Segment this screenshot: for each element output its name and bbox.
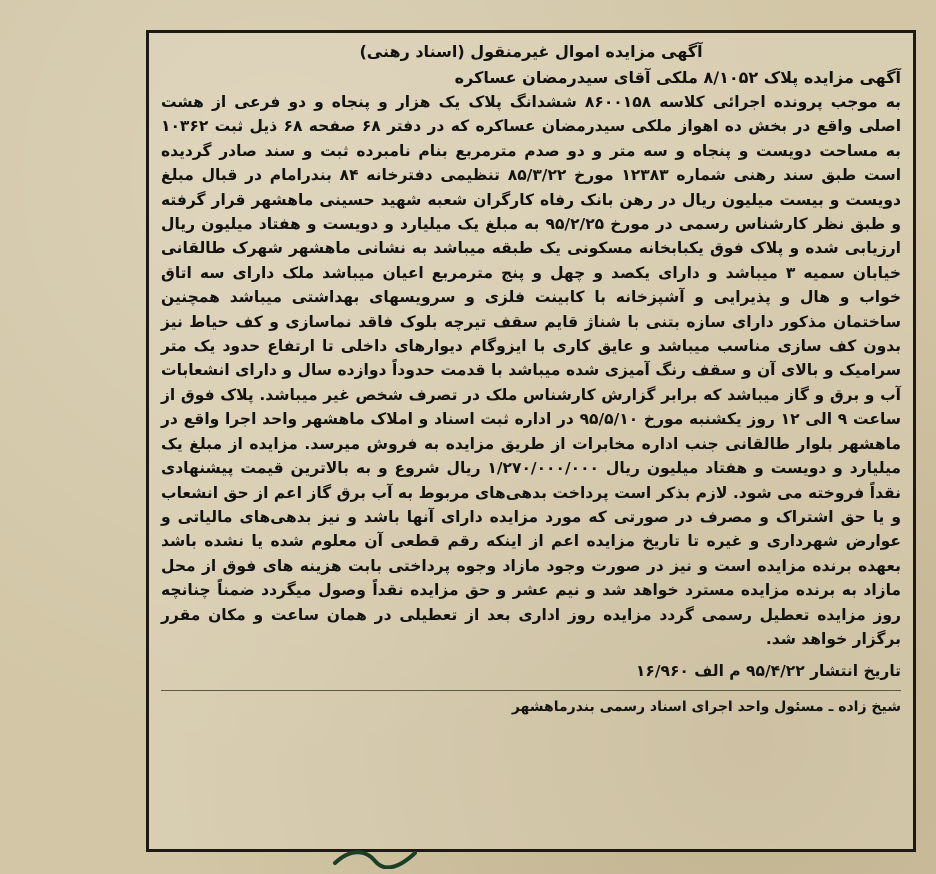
auction-notice-box	[146, 30, 916, 852]
signature-line: شیخ زاده ـ مسئول واحد اجرای اسناد رسمی بندرماهشهر	[511, 698, 901, 715]
notice-title: آگهی مزایده اموال غیرمنقول (اسناد رهنی)	[359, 42, 703, 61]
publication-date: تاریخ انتشار ۹۵/۴/۲۲ م الف ۱۶/۹۶۰	[635, 662, 901, 681]
notice-body: به موجب پرونده اجرائی کلاسه ۸۶۰۰۱۵۸ ششدانگ پلاک یک هزار و پنجاه و دو فرعی از هشت اصلی واقع در بخش ده اهواز ملکی سیدرمضان عساکره که در دفتر ۶۸ صفحه ۶۸ ذیل ثبت ۱۰۳۶۲ به مساحت دویست و پنجاه و سه متر و دو صدم مترمربع بنام نامبرده ثبت و سند صادر گردیده است طبق سند رهنی شماره ۱۲۳۸۳ مورخ ۸۵/۳/۲۲ تنظیمی دفترخانه ۸۴ بندرامام در قبال مبلغ دویست و بیست میلیون ریال در رهن بانک رفاه کارگران شعبه شهید حسینی ماهشهر قرار گرفته و طبق نظر کارشناس رسمی در مورخ ۹۵/۲/۲۵ به مبلغ یک میلیارد و دویست و هفتاد میلیون ریال ارزیابی شده و پلاک فوق یکبابخانه مسکونی یک طبقه میباشد به نشانی ماهشهر شهرک طالقانی خیابان سمیه ۳ میباشد و دارای یکصد و چهل و پنج مترمربع اعیان میباشد ملک دارای سه اتاق خواب و هال و پذیرایی و آشپزخانه با کابینت فلزی و سرویسهای بهداشتی میباشد همچنین ساختمان مذکور دارای سازه بتنی با شناژ قایم سقف تیرچه بلوک فاقد نماسازی و کف حیاط نیز بدون کف سازی مناسب میباشد و عایق کاری با ایزوگام دیوارهای داخلی تا ارتفاع حدود یک متر سرامیک و بالای آن و سقف رنگ آمیزی شده میباشد با قدمت حدوداً دوازده سال و دارای انشعابات آب و برق و گاز میباشد که برابر گزارش کارشناس ملک در تصرف شخص غیر میباشد. پلاک فوق از ساعت ۹ الی ۱۲ روز یکشنبه مورخ ۹۵/۵/۱۰ در اداره ثبت اسناد و املاک ماهشهر واحد اجرا واقع در ماهشهر بلوار طالقانی جنب اداره مخابرات از طریق مزایده به فروش میرسد. مزایده از مبلغ یک میلیارد و دویست و هفتاد میلیون ریال ۱/۲۷۰/۰۰۰/۰۰۰ ریال شروع و به بالاترین قیمت پیشنهادی نقداً فروخته می شود. لازم بذکر است پرداخت بدهی‌های مربوط به آب برق گاز اعم از حق انشعاب و یا حق اشتراک و مصرف در صورتی که مورد مزایده دارای آنها باشد و نیز بدهی‌های مالیاتی و عوارض شهرداری و غیره تا تاریخ مزایده اعم از اینکه رقم قطعی آن معلوم شده یا نشده باشد بعهده برنده مزایده است و نیز در صورت وجود مازاد وجوه پرداختی بابت هزینه های فوق از محل مازاد به برنده مزایده مسترد خواهد شد و نیم عشر و حق مزایده نقداً وصول میگردد ضمناً چنانچه روز مزایده تعطیل رسمی گردد مزایده روز اداری بعد از تعطیلی در همان ساعت و مکان مقرر برگزار خواهد شد.	[161, 93, 902, 648]
divider	[161, 690, 901, 691]
notice-content	[161, 39, 901, 843]
notice-subtitle: آگهی مزایده پلاک ۸/۱۰۵۲ ملکی آقای سیدرمضان عساکره	[454, 68, 901, 87]
